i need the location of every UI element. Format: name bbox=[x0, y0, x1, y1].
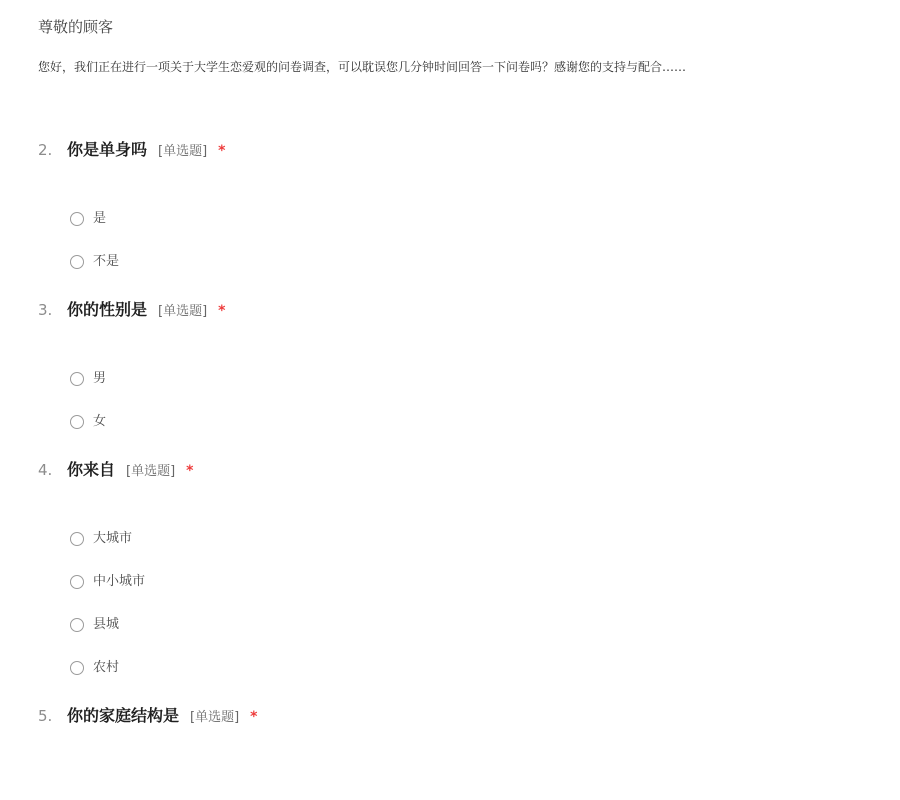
question-heading bbox=[38, 706, 870, 727]
radio-button[interactable] bbox=[70, 212, 84, 226]
question-block bbox=[38, 460, 870, 675]
option-row[interactable] bbox=[70, 211, 870, 226]
option-label: 不是 bbox=[93, 254, 120, 269]
page-title: 尊敬的顾客 bbox=[38, 18, 114, 36]
radio-button[interactable] bbox=[70, 532, 84, 546]
question-block bbox=[38, 140, 870, 269]
question-heading bbox=[38, 300, 870, 321]
option-label: 中小城市 bbox=[93, 574, 146, 589]
option-row[interactable] bbox=[70, 531, 870, 546]
option-row[interactable] bbox=[70, 574, 870, 589]
option-group bbox=[38, 211, 870, 269]
required-asterisk: * bbox=[218, 143, 226, 159]
survey-intro: 您好，我们正在进行一项关于大学生恋爱观的问卷调查，可以耽误您几分钟时间回答一下问卷吗？感谢您的支持与配合…… bbox=[38, 60, 687, 74]
option-label: 女 bbox=[93, 414, 107, 429]
radio-button[interactable] bbox=[70, 575, 84, 589]
question-title: 你是单身吗 bbox=[67, 140, 148, 159]
option-label: 大城市 bbox=[93, 531, 133, 546]
required-asterisk: * bbox=[250, 709, 258, 725]
question-type-label: [单选题] bbox=[158, 144, 208, 159]
question-number: 5. bbox=[38, 707, 53, 725]
option-label: 农村 bbox=[93, 660, 120, 675]
radio-button[interactable] bbox=[70, 661, 84, 675]
question-block bbox=[38, 300, 870, 429]
required-asterisk: * bbox=[186, 463, 194, 479]
question-title: 你的性别是 bbox=[67, 300, 148, 319]
question-heading bbox=[38, 460, 870, 481]
option-label: 男 bbox=[93, 371, 107, 386]
question-type-label: [单选题] bbox=[126, 464, 176, 479]
question-list bbox=[38, 140, 870, 727]
question-title: 你来自 bbox=[67, 460, 116, 479]
question-block bbox=[38, 706, 870, 727]
question-number: 3. bbox=[38, 301, 53, 319]
option-label: 县城 bbox=[93, 617, 120, 632]
option-group bbox=[38, 371, 870, 429]
radio-button[interactable] bbox=[70, 415, 84, 429]
option-label: 是 bbox=[93, 211, 107, 226]
question-heading bbox=[38, 140, 870, 161]
radio-button[interactable] bbox=[70, 372, 84, 386]
option-group bbox=[38, 531, 870, 675]
question-type-label: [单选题] bbox=[158, 304, 208, 319]
option-row[interactable] bbox=[70, 414, 870, 429]
option-row[interactable] bbox=[70, 617, 870, 632]
question-title: 你的家庭结构是 bbox=[67, 706, 180, 725]
required-asterisk: * bbox=[218, 303, 226, 319]
option-row[interactable] bbox=[70, 371, 870, 386]
radio-button[interactable] bbox=[70, 618, 84, 632]
question-number: 2. bbox=[38, 141, 53, 159]
question-number: 4. bbox=[38, 461, 53, 479]
question-type-label: [单选题] bbox=[190, 710, 240, 725]
option-row[interactable] bbox=[70, 254, 870, 269]
option-row[interactable] bbox=[70, 660, 870, 675]
radio-button[interactable] bbox=[70, 255, 84, 269]
